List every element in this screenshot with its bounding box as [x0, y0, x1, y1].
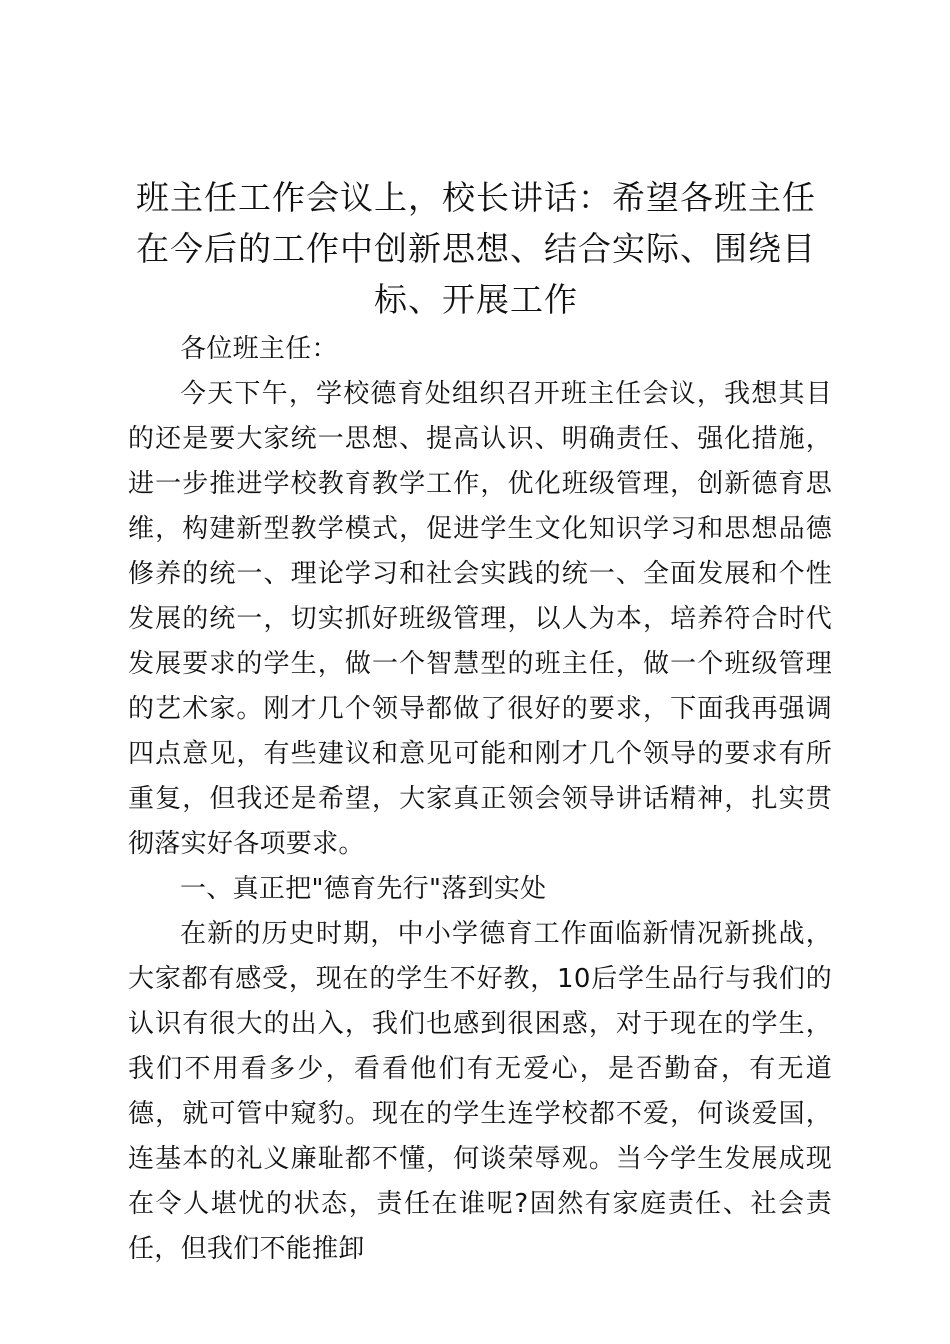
document-body	[128, 327, 832, 1272]
body-paragraph: 今天下午，学校德育处组织召开班主任会议，我想其目的还是要大家统一思想、提高认识、明确责任、强化措施，进一步推进学校教育教学工作，优化班级管理，创新德育思维，构建新型教学模式，促进学生文化知识学习和思想品德修养的统一、理论学习和社会实践的统一、全面发展和个性发展的统一，切实抓好班级管理，以人为本，培养符合时代发展要求的学生，做一个智慧型的班主任，做一个班级管理的艺术家。刚才几个领导都做了很好的要求，下面我再强调四点意见，有些建议和意见可能和刚才几个领导的要求有所重复，但我还是希望，大家真正领会领导讲话精神，扎实贯彻落实好各项要求。	[128, 379, 832, 859]
section-paragraph: 在新的历史时期，中小学德育工作面临新情况新挑战，大家都有感受，现在的学生不好教，10后学生品行与我们的认识有很大的出入，我们也感到很困惑，对于现在的学生，我们不用看多少，看看他们有无爱心，是否勤奋，有无道德，就可管中窥豹。现在的学生连学校都不爱，何谈爱国，连基本的礼义廉耻都不懂，何谈荣辱观。当今学生发展成现在令人堪忧的状态，责任在谁呢?固然有家庭责任、社会责任，但我们不能推卸	[128, 919, 832, 1264]
salutation: 各位班主任：	[180, 334, 338, 364]
document-title: 班主任工作会议上，校长讲话：希望各班主任在今后的工作中创新思想、结合实际、围绕目标、开展工作	[136, 178, 816, 319]
section-heading: 一、真正把"德育先行"落到实处	[180, 874, 547, 904]
